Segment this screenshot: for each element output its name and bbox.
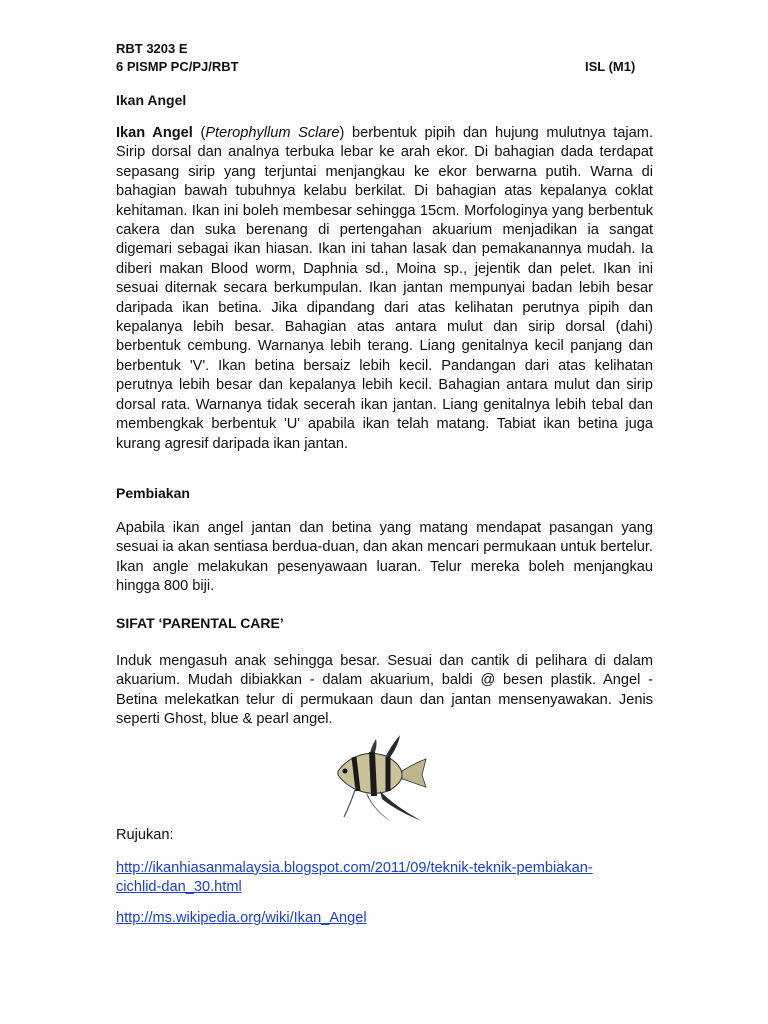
intro-paren: ( [192, 125, 206, 141]
intro-lead: Ikan Angel [116, 125, 193, 141]
page-title: Ikan Angel [116, 92, 187, 108]
reference-link-1[interactable] [116, 859, 593, 898]
intro-paragraph [116, 124, 653, 454]
reference-link-1-line-1[interactable]: http://ikanhiasanmalaysia.blogspot.com/2011/09/teknik-teknik-pembiakan- [116, 860, 593, 876]
parental-care-heading: SIFAT ‘PARENTAL CARE’ [116, 615, 284, 631]
parental-care-paragraph: Induk mengasuh anak sehingga besar. Sesuai dan cantik di pelihara di dalam akuarium. Mudah dibiakkan - dalam akuarium, baldi @ besen plastik. Angel - Betina melekatkan telur di permukaan daun dan jantan mensenyawakan. Jenis seperti Ghost, blue & pearl angel. [116, 653, 653, 728]
reference-link-1-line-2[interactable]: cichlid-dan_30.html [116, 879, 242, 896]
reference-link-2[interactable]: http://ms.wikipedia.org/wiki/Ikan_Angel [116, 910, 367, 926]
angelfish-image [330, 725, 434, 825]
scientific-name: Pterophyllum Sclare [205, 125, 340, 141]
references-heading: Rujukan: [116, 827, 174, 843]
breeding-paragraph: Apabila ikan angel jantan dan betina yang matang mendapat pasangan yang sesuai ia akan sentiasa berdua-duan, dan akan mencari permukaan untuk bertelur. Ikan angle melakukan pesenyawaan luaran. Telur mereka boleh menjangkau hingga 800 biji. [116, 520, 653, 595]
breeding-heading: Pembiakan [116, 485, 190, 501]
course-code: RBT 3203 E [116, 41, 188, 56]
header-tag: ISL (M1) [585, 59, 636, 74]
program-code: 6 PISMP PC/PJ/RBT [116, 59, 239, 74]
intro-body: ) berbentuk pipih dan hujung mulutnya tajam. Sirip dorsal dan analnya terbuka lebar ke arah ekor. Di bahagian dada terdapat sepasang sirip yang terjuntai menjangkau ke ekor berwarna putih. Warna di bahagian bawah tubuhnya kelabu berkilat. Di bahagian atas kepalanya coklat kehitaman. Ikan ini boleh membesar sehingga 15cm. Morfologinya yang berbentuk cakera dan suka berenang di pertengahan akuarium menjadikan ia sangat digemari sebagai ikan hiasan. Ikan ini tahan lasak dan pemakanannya mudah. Ia diberi makan Blood worm, Daphnia sd., Moina sp., jejentik dan pelet. Ikan ini sesuai diternak secara berkumpulan. Ikan jantan mempunyai badan lebih besar daripada ikan betina. Jika dipandang dari atas kelihatan perutnya pipih dan kepalanya lebih besar. Bahagian atas antara mulut dan sirip dorsal (dahi) berbentuk cembung. Warnanya lebih terang. Liang genitalnya kecil panjang dan berbentuk 'V'. Ikan betina bersaiz lebih kecil. Pandangan dari atas kelihatan perutnya lebih besar dan kepalanya lebih kecil. Bahagian antara mulut dan sirip dorsal rata. Warnanya tidak secerah ikan jantan. Liang genitalnya lebih tebal dan membengkak berbentuk 'U' apabila ikan telah matang. Tabiat ikan betina juga kurang agresif daripada ikan jantan. [116, 125, 653, 452]
